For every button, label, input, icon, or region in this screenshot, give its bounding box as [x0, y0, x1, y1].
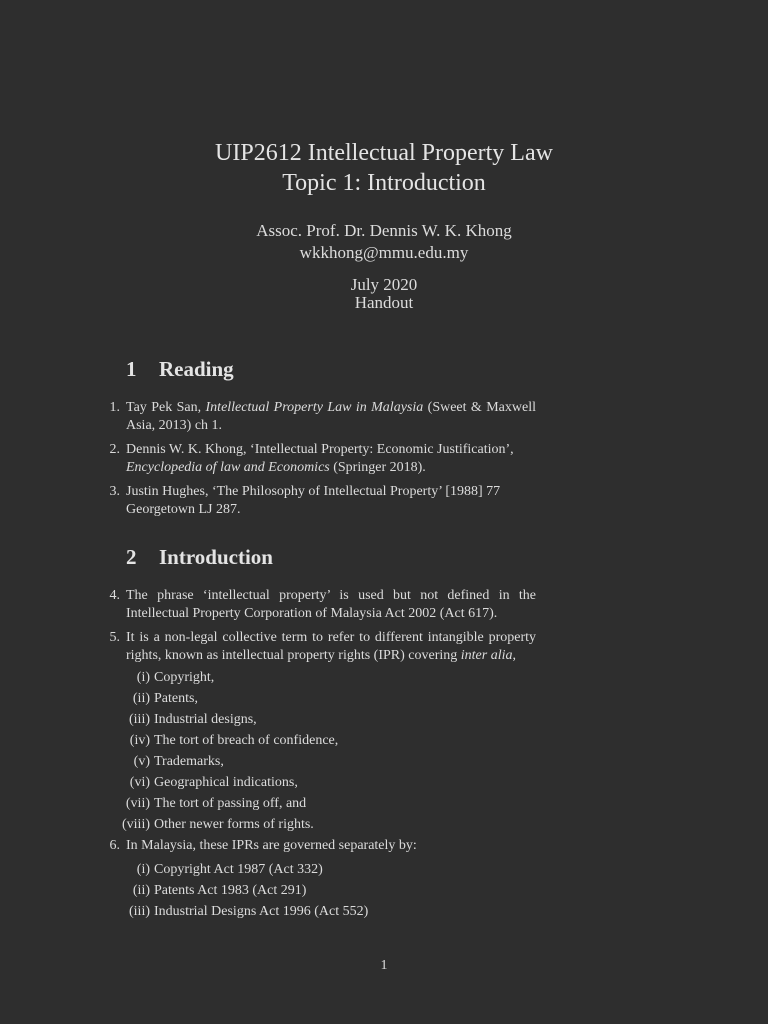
- sub-item-text: Patents,: [154, 691, 198, 706]
- author-name: Assoc. Prof. Dr. Dennis W. K. Khong: [256, 221, 512, 240]
- item-term-italic: inter alia: [460, 648, 513, 663]
- title-block: [0, 138, 768, 312]
- item-label: 5.: [109, 630, 120, 645]
- sub-item-text: The tort of passing off, and: [154, 796, 307, 811]
- item-text: ,: [512, 648, 516, 663]
- sub-item-label: (ii): [132, 883, 150, 898]
- document-subtitle: Topic 1: Introduction: [282, 170, 486, 196]
- item-label: 6.: [109, 838, 120, 853]
- sub-list-item: [0, 730, 768, 751]
- sub-item-label: (vii): [125, 796, 150, 811]
- sub-item-text: Patents Act 1983 (Act 291): [154, 883, 307, 898]
- item-text: The phrase ‘intellectual property’ is used but not defined in the Intellectual Property Corporation of Malaysia Act 2002 (Act 617).: [126, 588, 536, 621]
- sub-item-label: (i): [136, 862, 150, 877]
- item-label: 3.: [109, 484, 120, 499]
- sub-item-label: (iii): [129, 712, 150, 727]
- sub-list-item: [0, 688, 768, 709]
- document-title: UIP2612 Intellectual Property Law: [215, 140, 553, 166]
- sub-item-text: Geographical indications,: [154, 775, 298, 790]
- item-text: Dennis W. K. Khong, ‘Intellectual Property: Economic Justification’,: [126, 442, 514, 457]
- item-label: 1.: [109, 400, 120, 415]
- item-text: It is a non-legal collective term to refer to different intangible property rights, known as intellectual property rights (IPR) covering: [126, 630, 536, 663]
- sub-item-text: Industrial designs,: [154, 712, 257, 727]
- section-title: Introduction: [159, 545, 273, 569]
- sub-item-text: Trademarks,: [154, 754, 224, 769]
- item-text: Tay Pek San,: [126, 400, 206, 415]
- sub-list-item: [0, 751, 768, 772]
- sub-item-label: (iv): [129, 733, 150, 748]
- introduction-list: [0, 587, 768, 922]
- sub-list-item: [0, 793, 768, 814]
- section-heading-introduction: [126, 545, 273, 570]
- item-label: 4.: [109, 588, 120, 603]
- section-number: 1: [126, 357, 137, 381]
- item-text: Justin Hughes, ‘The Philosophy of Intellectual Property’ [1988] 77 Georgetown LJ 287.: [126, 484, 501, 517]
- document-type: Handout: [354, 293, 414, 312]
- sub-list-item: [0, 880, 768, 901]
- sub-list-item: [0, 709, 768, 730]
- list-item: [0, 629, 536, 665]
- sub-item-text: Industrial Designs Act 1996 (Act 552): [154, 904, 369, 919]
- sub-item-text: Copyright Act 1987 (Act 332): [154, 862, 323, 877]
- section-number: 2: [126, 545, 137, 569]
- sub-list-item: [0, 859, 768, 880]
- sub-list-item: [0, 901, 768, 922]
- section-heading-reading: [126, 357, 234, 382]
- item-title-italic: Encyclopedia of law and Economics: [126, 460, 330, 475]
- sub-item-label: (vi): [129, 775, 150, 790]
- sub-list-item: [0, 814, 768, 835]
- document-date: July 2020: [350, 275, 418, 294]
- item-text: (Springer 2018).: [329, 460, 426, 475]
- sub-item-text: Copyright,: [154, 670, 215, 685]
- sub-item-label: (iii): [129, 904, 150, 919]
- reading-list: [0, 399, 768, 525]
- sub-list-item: [0, 772, 768, 793]
- sub-list-item: [0, 667, 768, 688]
- list-item: [0, 837, 536, 855]
- sub-item-text: Other newer forms of rights.: [154, 817, 314, 832]
- item-text: (Sweet & Maxwell Asia, 2013) ch 1.: [126, 400, 536, 433]
- sub-item-text: The tort of breach of confidence,: [154, 733, 339, 748]
- date-block: [0, 276, 768, 312]
- section-title: Reading: [159, 357, 234, 381]
- author-block: [0, 220, 768, 264]
- sub-item-label: (viii): [122, 817, 150, 832]
- item-text: In Malaysia, these IPRs are governed separately by:: [126, 838, 417, 853]
- page-number: 1: [380, 958, 388, 973]
- sub-item-label: (v): [133, 754, 150, 769]
- sub-item-label: (i): [136, 670, 150, 685]
- sub-item-label: (ii): [132, 691, 150, 706]
- list-item: [0, 441, 536, 477]
- item-title-italic: Intellectual Property Law in Malaysia: [205, 400, 424, 415]
- list-item: [0, 399, 536, 435]
- author-email[interactable]: wkkhong@mmu.edu.my: [299, 243, 469, 262]
- list-item: [0, 483, 536, 519]
- item-label: 2.: [109, 442, 120, 457]
- list-item: [0, 587, 536, 623]
